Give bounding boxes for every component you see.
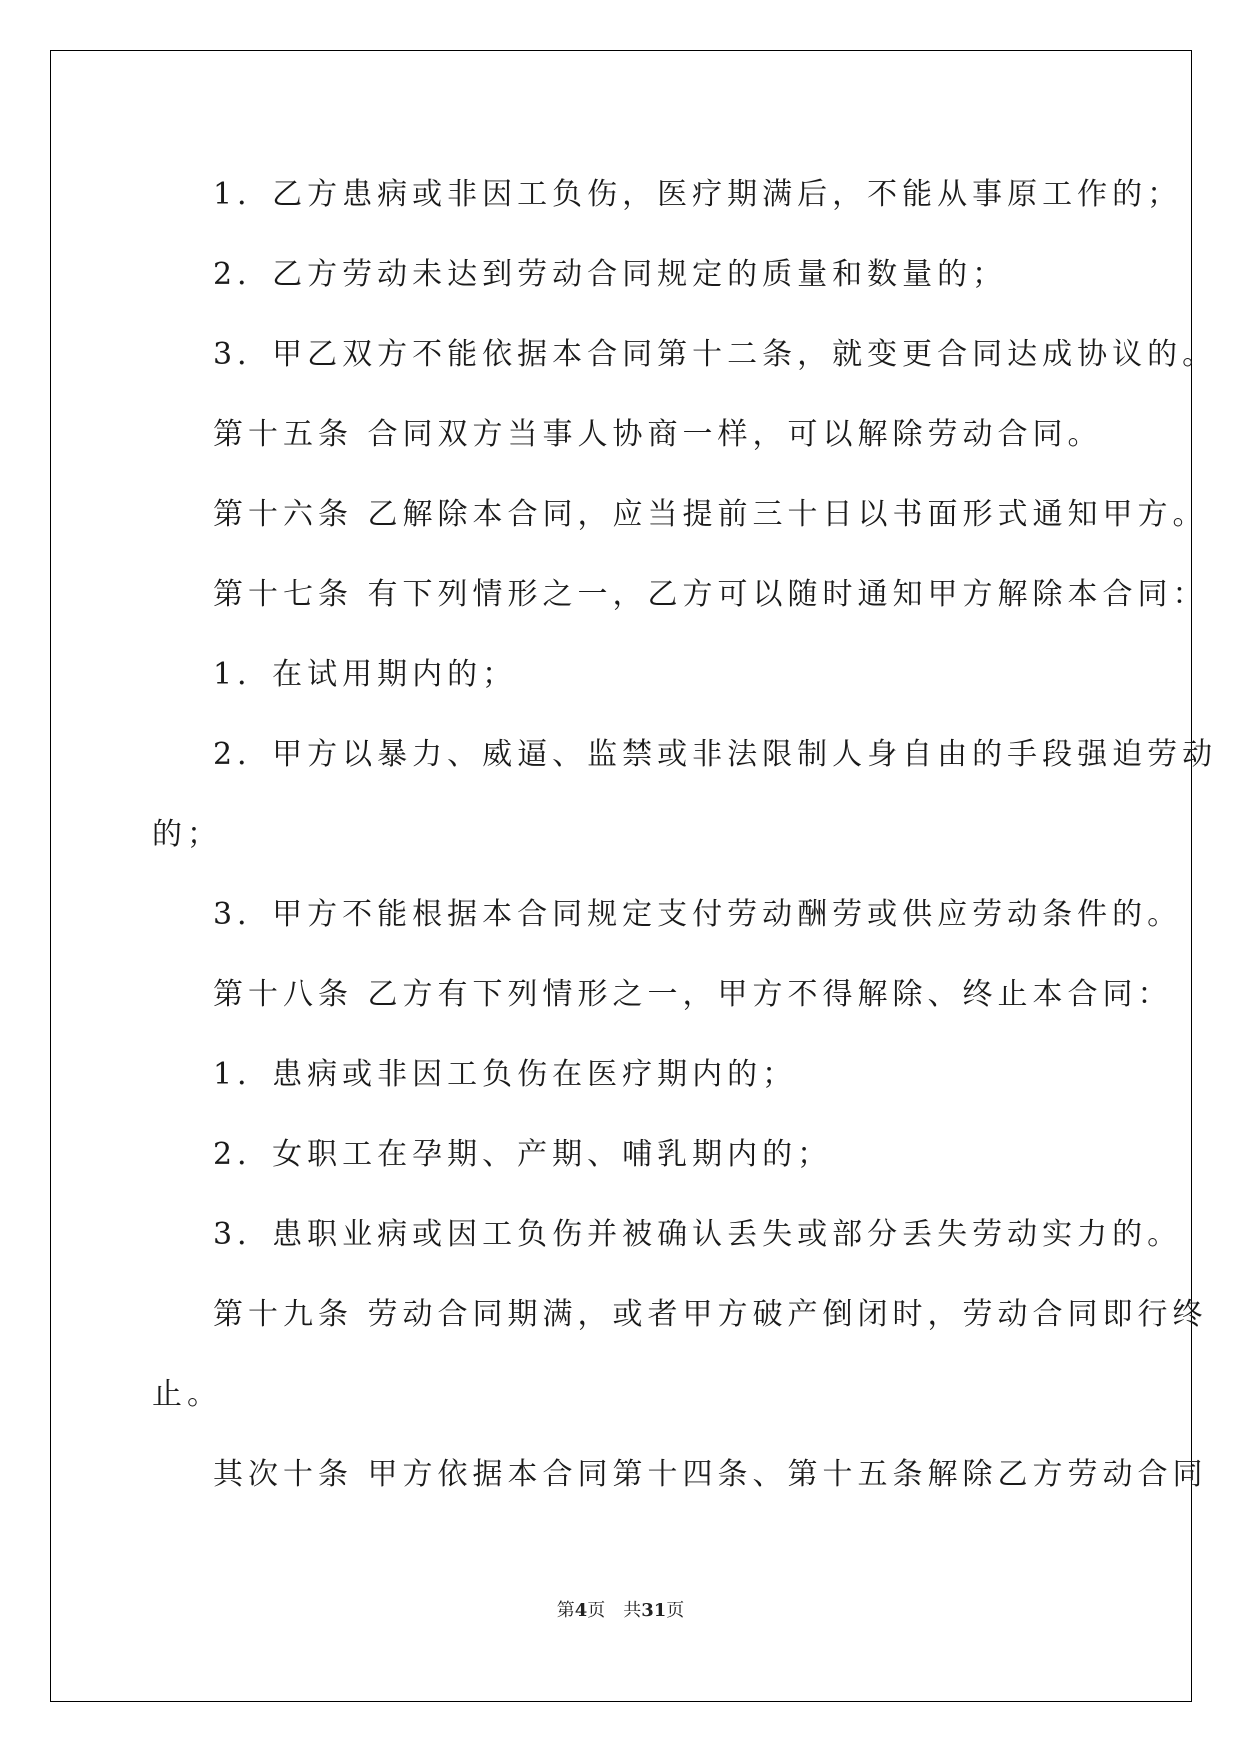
page-mid: 页: [587, 1600, 606, 1621]
paragraph-line: 2．甲方以暴力、威逼、监禁或非法限制人身自由的手段强迫劳动: [213, 737, 1218, 772]
paragraph-line: 3．甲乙双方不能依据本合同第十二条，就变更合同达成协议的。: [213, 337, 1218, 372]
paragraph-line: 第十七条 有下列情形之一，乙方可以随时通知甲方解除本合同：: [213, 577, 1208, 612]
page-footer: [0, 1600, 1241, 1622]
paragraph-line: 2．女职工在孕期、产期、哺乳期内的；: [213, 1137, 833, 1172]
total-prefix: 共: [623, 1600, 642, 1621]
paragraph-line-continuation: 止。: [152, 1377, 222, 1412]
page-prefix: 第: [556, 1600, 575, 1621]
paragraph-line-continuation: 的；: [152, 817, 222, 852]
page-total: 31: [641, 1600, 667, 1621]
paragraph-line: 其次十条 甲方依据本合同第十四条、第十五条解除乙方劳动合同: [213, 1457, 1208, 1492]
paragraph-line: 3．患职业病或因工负伤并被确认丢失或部分丢失劳动实力的。: [213, 1217, 1183, 1252]
paragraph-line: 第十九条 劳动合同期满，或者甲方破产倒闭时，劳动合同即行终: [213, 1297, 1208, 1332]
paragraph-line: 1．患病或非因工负伤在医疗期内的；: [213, 1057, 798, 1092]
paragraph-line: 1．乙方患病或非因工负伤，医疗期满后，不能从事原工作的；: [213, 177, 1183, 212]
paragraph-line: 第十五条 合同双方当事人协商一样，可以解除劳动合同。: [213, 417, 1103, 452]
paragraph-line: 1．在试用期内的；: [213, 657, 518, 692]
paragraph-line: 第十八条 乙方有下列情形之一，甲方不得解除、终止本合同：: [213, 977, 1173, 1012]
total-suffix: 页: [666, 1600, 685, 1621]
page-current: 4: [574, 1600, 588, 1621]
paragraph-line: 第十六条 乙解除本合同，应当提前三十日以书面形式通知甲方。: [213, 497, 1208, 532]
paragraph-line: 3．甲方不能根据本合同规定支付劳动酬劳或供应劳动条件的。: [213, 897, 1183, 932]
paragraph-line: 2．乙方劳动未达到劳动合同规定的质量和数量的；: [213, 257, 1008, 292]
